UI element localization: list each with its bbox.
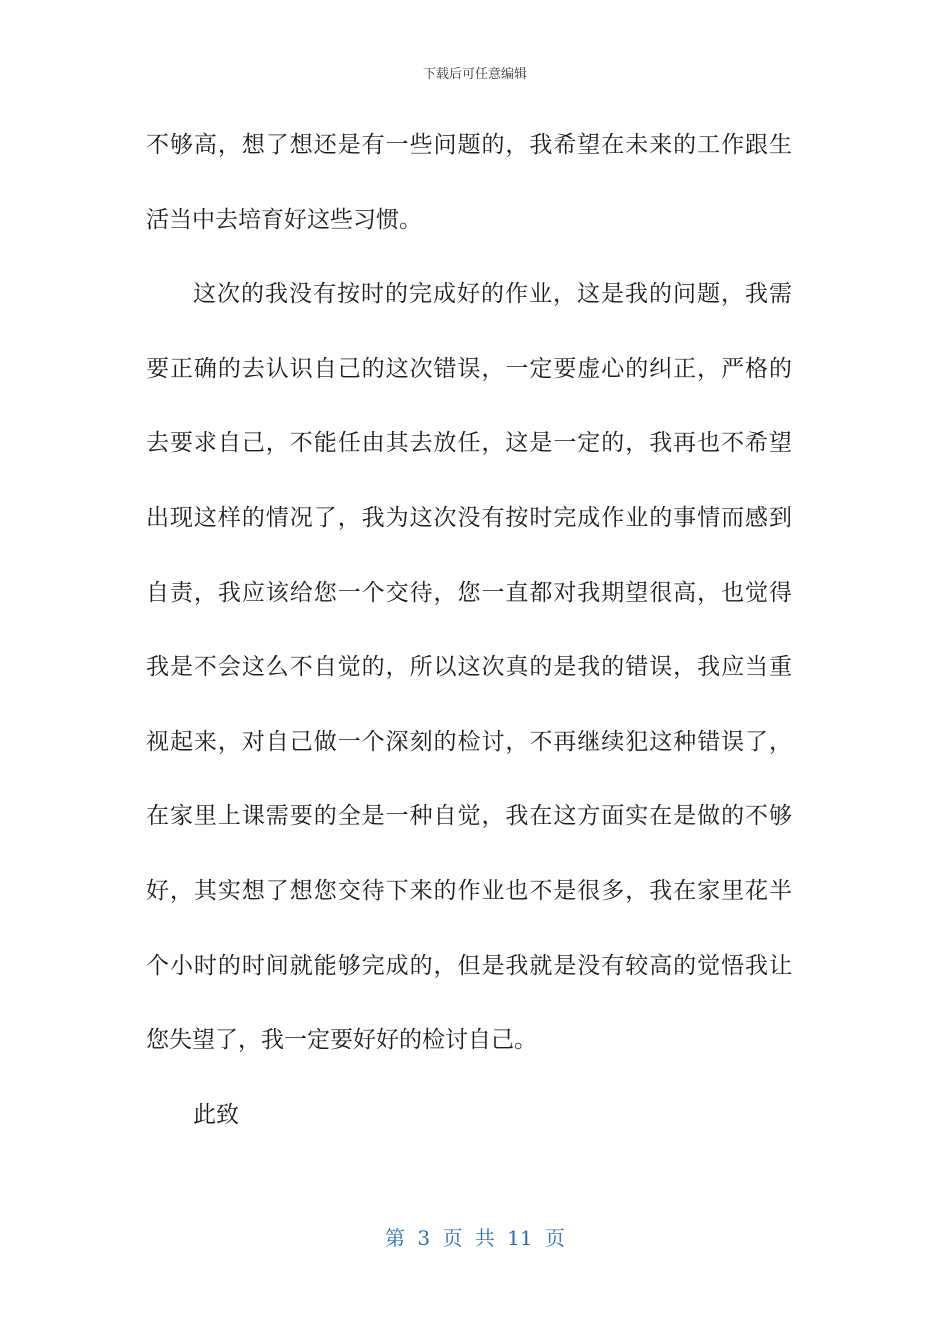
closing-salutation: 此致 [193,1102,239,1128]
page-header: 下载后可任意编辑 [422,67,527,82]
text-line: 活当中去培育好这些习惯。 [146,206,422,233]
page-number-footer: 第 3 页 共 11 页 [385,1226,565,1250]
text-line: 要正确的去认识自己的这次错误，一定要虚心的纠正，严格的 [146,355,792,382]
document-body [146,108,792,1078]
text-line: 个小时的时间就能够完成的，但是我就是没有较高的觉悟我让 [146,952,792,979]
text-line: 视起来，对自己做一个深刻的检讨，不再继续犯这种错误了， [146,728,792,755]
text-line: 自责，我应该给您一个交待，您一直都对我期望很高，也觉得 [146,579,792,606]
text-line: 我是不会这么不自觉的，所以这次真的是我的错误，我应当重 [146,654,792,681]
text-line: 不够高，想了想还是有一些问题的，我希望在未来的工作跟生 [146,132,792,158]
text-line: 去要求自己，不能任由其去放任，这是一定的，我再也不希望 [146,430,792,457]
text-line: 好，其实想了想您交待下来的作业也不是很多，我在家里花半 [146,877,792,904]
text-line: 您失望了，我一定要好好的检讨自己。 [146,1027,537,1054]
text-line: 出现这样的情况了，我为这次没有按时完成作业的事情而感到 [146,504,792,531]
text-line: 在家里上课需要的全是一种自觉，我在这方面实在是做的不够 [146,803,792,830]
text-line: 这次的我没有按时的完成好的作业，这是我的问题，我需 [193,281,792,308]
